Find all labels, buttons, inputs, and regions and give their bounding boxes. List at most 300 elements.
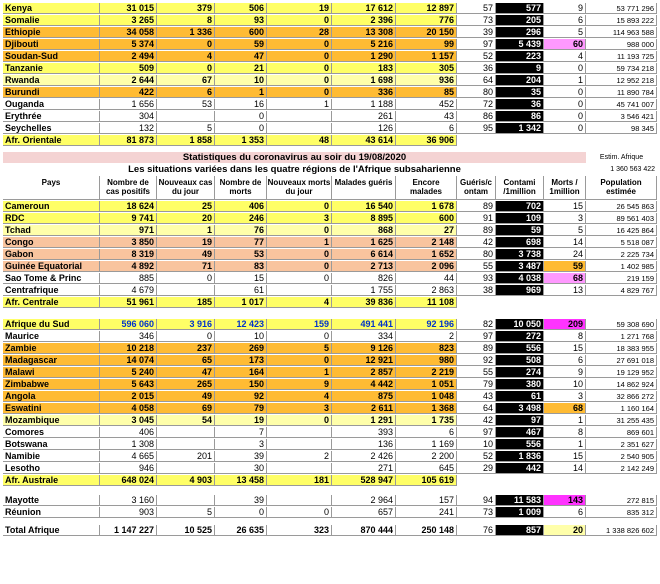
cell-contam: 508 (496, 355, 544, 366)
country-name: Mayotte (3, 495, 100, 506)
cell-gueris: 16 540 (332, 201, 396, 212)
cell-morts: 164 (215, 367, 267, 378)
cell-morts-jour: 0 (267, 249, 332, 260)
cell-cas: 946 (100, 463, 157, 474)
cell-ratio: 42 (457, 237, 496, 248)
country-row (3, 75, 657, 86)
cell-mpm: 15 (544, 343, 586, 354)
cell-mpm: 1 (544, 75, 586, 86)
country-row (3, 15, 657, 26)
cell-cas-jour: 4 903 (157, 475, 215, 486)
cell-malades: 1 735 (396, 415, 457, 426)
cell-mpm: 0 (544, 63, 586, 74)
cell-pop: 2 540 905 (586, 451, 657, 462)
cell-contam: 857 (496, 525, 544, 536)
cell-morts: 1 017 (215, 297, 267, 308)
cell-ratio: 55 (457, 261, 496, 272)
cell-malades: 2 863 (396, 285, 457, 296)
cell-cas-jour: 8 (157, 15, 215, 26)
cell-cas: 971 (100, 225, 157, 236)
country-row (3, 379, 657, 390)
cell-malades: 36 906 (396, 135, 457, 146)
cell-pop: 14 862 924 (586, 379, 657, 390)
country-name: Tchad (3, 225, 100, 236)
cell-gueris: 2 964 (332, 495, 396, 506)
country-row (3, 51, 657, 62)
cell-pop: 1 160 164 (586, 403, 657, 414)
cell-morts: 173 (215, 355, 267, 366)
country-name: Seychelles (3, 123, 100, 134)
cell-gueris: 868 (332, 225, 396, 236)
cell-morts: 506 (215, 3, 267, 14)
cell-gueris: 4 442 (332, 379, 396, 390)
cell-cas-jour: 237 (157, 343, 215, 354)
cell-malades: 44 (396, 273, 457, 284)
cell-pop: 1 338 826 602 (586, 525, 657, 536)
cell-morts-jour: 0 (267, 225, 332, 236)
cell-mpm: 60 (544, 39, 586, 50)
cell-gueris: 1 698 (332, 75, 396, 86)
cell-gueris: 2 396 (332, 15, 396, 26)
cell-gueris: 5 216 (332, 39, 396, 50)
cell-ratio: 64 (457, 403, 496, 414)
cell-pop: 59 308 690 (586, 319, 657, 330)
cell-pop: 15 893 222 (586, 15, 657, 26)
cell-morts-jour (267, 123, 332, 134)
cell-contam: 969 (496, 285, 544, 296)
cell-contam: 35 (496, 87, 544, 98)
cell-morts-jour: 0 (267, 63, 332, 74)
country-name: Angola (3, 391, 100, 402)
cell-gueris: 2 426 (332, 451, 396, 462)
cell-contam: 442 (496, 463, 544, 474)
cell-ratio: 39 (457, 27, 496, 38)
cell-ratio: 89 (457, 225, 496, 236)
cell-mpm: 5 (544, 27, 586, 38)
cell-malades: 1 051 (396, 379, 457, 390)
cell-morts: 13 458 (215, 475, 267, 486)
cell-cas: 1 308 (100, 439, 157, 450)
cell-morts: 15 (215, 273, 267, 284)
cell-pop: 32 866 272 (586, 391, 657, 402)
cell-gueris: 6 614 (332, 249, 396, 260)
cell-pop: 4 829 767 (586, 285, 657, 296)
cell-cas-jour: 20 (157, 213, 215, 224)
cell-ratio: 72 (457, 99, 496, 110)
cell-pop: 59 734 218 (586, 63, 657, 74)
cell-gueris: 271 (332, 463, 396, 474)
country-name: Madagascar (3, 355, 100, 366)
cell-pop: 869 601 (586, 427, 657, 438)
cell-morts-jour: 323 (267, 525, 332, 536)
grand-total-row (3, 525, 657, 536)
country-name: Gabon (3, 249, 100, 260)
cell-cas-jour: 69 (157, 403, 215, 414)
cell-cas-jour (157, 439, 215, 450)
cell-malades: 157 (396, 495, 457, 506)
cell-malades: 600 (396, 213, 457, 224)
cell-mpm: 9 (544, 367, 586, 378)
cell-morts-jour (267, 463, 332, 474)
cell-cas-jour: 54 (157, 415, 215, 426)
country-name: Kenya (3, 3, 100, 14)
cell-cas: 2 644 (100, 75, 157, 86)
region-total-row (3, 475, 657, 486)
estim-value: 1 360 563 422 (610, 166, 655, 173)
cell-malades: 1 169 (396, 439, 457, 450)
cell-ratio: 91 (457, 213, 496, 224)
cell-cas: 81 873 (100, 135, 157, 146)
cell-gueris: 491 441 (332, 319, 396, 330)
country-row (3, 285, 657, 296)
country-name: Comores (3, 427, 100, 438)
cell-mpm: 9 (544, 3, 586, 14)
cell-cas: 3 265 (100, 15, 157, 26)
cell-cas: 5 374 (100, 39, 157, 50)
cell-gueris: 657 (332, 507, 396, 518)
cell-morts: 406 (215, 201, 267, 212)
country-name: Eswatini (3, 403, 100, 414)
cell-cas-jour: 0 (157, 63, 215, 74)
country-row (3, 63, 657, 74)
cell-cas: 31 015 (100, 3, 157, 14)
cell-pop: 3 546 421 (586, 111, 657, 122)
cell-morts-jour: 0 (267, 261, 332, 272)
cell-contam: 9 (496, 63, 544, 74)
cell-gueris: 39 836 (332, 297, 396, 308)
cell-cas: 406 (100, 427, 157, 438)
cell-cas-jour (157, 285, 215, 296)
cell-ratio: 43 (457, 391, 496, 402)
cell-ratio: 52 (457, 51, 496, 62)
subtitle-row (3, 164, 657, 175)
cell-morts: 53 (215, 249, 267, 260)
cell-cas: 132 (100, 123, 157, 134)
cell-malades: 2 200 (396, 451, 457, 462)
cell-ratio: 86 (457, 111, 496, 122)
cell-mpm: 8 (544, 331, 586, 342)
country-name: Centrafrique (3, 285, 100, 296)
cell-ratio: 73 (457, 507, 496, 518)
cell-mpm: 6 (544, 355, 586, 366)
cell-gueris: 528 947 (332, 475, 396, 486)
cell-malades: 43 (396, 111, 457, 122)
cell-cas: 51 961 (100, 297, 157, 308)
cell-ratio: 76 (457, 525, 496, 536)
cell-morts: 83 (215, 261, 267, 272)
cell-morts-jour: 4 (267, 391, 332, 402)
cell-morts: 3 (215, 439, 267, 450)
column-header: Nombre de cas positifs (100, 176, 157, 200)
cell-cas-jour: 1 336 (157, 27, 215, 38)
cell-ratio: 89 (457, 201, 496, 212)
cell-cas-jour: 0 (157, 39, 215, 50)
country-name: Rwanda (3, 75, 100, 86)
cell-ratio: 52 (457, 451, 496, 462)
cell-cas: 4 058 (100, 403, 157, 414)
cell-pop: 114 963 588 (586, 27, 657, 38)
cell-ratio: 42 (457, 415, 496, 426)
cell-morts-jour (267, 285, 332, 296)
cell-mpm: 0 (544, 99, 586, 110)
cell-morts: 246 (215, 213, 267, 224)
cell-mpm: 15 (544, 451, 586, 462)
cell-morts: 77 (215, 237, 267, 248)
cell-malades: 250 148 (396, 525, 457, 536)
cell-malades: 27 (396, 225, 457, 236)
cell-pop: 11 193 725 (586, 51, 657, 62)
cell-pop: 53 771 296 (586, 3, 657, 14)
cell-contam: 556 (496, 439, 544, 450)
country-row (3, 415, 657, 426)
cell-contam: 86 (496, 111, 544, 122)
cell-cas-jour: 0 (157, 331, 215, 342)
cell-malades: 241 (396, 507, 457, 518)
cell-contam: 1 342 (496, 123, 544, 134)
cell-cas-jour: 1 (157, 225, 215, 236)
cell-morts: 0 (215, 111, 267, 122)
cell-gueris: 1 290 (332, 51, 396, 62)
country-name: Maurice (3, 331, 100, 342)
cell-morts: 7 (215, 427, 267, 438)
cell-contam: 577 (496, 3, 544, 14)
cell-gueris: 8 895 (332, 213, 396, 224)
cell-malades: 6 (396, 427, 457, 438)
country-name: Afr. Orientale (3, 135, 100, 146)
cell-morts: 59 (215, 39, 267, 50)
cell-morts-jour: 159 (267, 319, 332, 330)
cell-mpm: 15 (544, 201, 586, 212)
cell-gueris: 12 921 (332, 355, 396, 366)
cell-mpm: 3 (544, 391, 586, 402)
cell-contam: 380 (496, 379, 544, 390)
cell-morts-jour: 1 (267, 99, 332, 110)
country-row (3, 391, 657, 402)
cell-malades: 20 150 (396, 27, 457, 38)
cell-cas-jour: 6 (157, 87, 215, 98)
country-row (3, 331, 657, 342)
cell-pop: 1 402 985 (586, 261, 657, 272)
cell-cas-jour: 19 (157, 237, 215, 248)
cell-gueris: 43 614 (332, 135, 396, 146)
cell-cas-jour (157, 111, 215, 122)
cell-mpm: 6 (544, 507, 586, 518)
cell-gueris: 2 611 (332, 403, 396, 414)
column-header: Contami /1million (496, 176, 544, 200)
cell-morts: 19 (215, 415, 267, 426)
cell-cas-jour: 49 (157, 249, 215, 260)
cell-ratio: 10 (457, 439, 496, 450)
cell-cas: 2 015 (100, 391, 157, 402)
country-row (3, 237, 657, 248)
cell-ratio: 95 (457, 123, 496, 134)
cell-cas-jour: 265 (157, 379, 215, 390)
cell-morts-jour: 0 (267, 39, 332, 50)
cell-morts-jour: 0 (267, 15, 332, 26)
cell-cas: 34 058 (100, 27, 157, 38)
cell-morts-jour (267, 439, 332, 450)
country-row (3, 261, 657, 272)
cell-malades: 645 (396, 463, 457, 474)
cell-ratio: 57 (457, 3, 496, 14)
country-name: Somalie (3, 15, 100, 26)
cell-cas-jour: 5 (157, 507, 215, 518)
cell-malades: 2 148 (396, 237, 457, 248)
cell-malades: 1 368 (396, 403, 457, 414)
cell-pop: 89 561 403 (586, 213, 657, 224)
cell-malades: 92 196 (396, 319, 457, 330)
cell-contam: 59 (496, 225, 544, 236)
country-row (3, 39, 657, 50)
cell-morts-jour (267, 495, 332, 506)
country-name: Total Afrique (3, 525, 100, 536)
cell-ratio: 92 (457, 355, 496, 366)
country-row (3, 27, 657, 38)
cell-cas: 14 074 (100, 355, 157, 366)
cell-pop: 11 890 784 (586, 87, 657, 98)
cell-contam: 274 (496, 367, 544, 378)
cell-malades: 1 157 (396, 51, 457, 62)
cell-cas-jour: 53 (157, 99, 215, 110)
cell-pop: 835 312 (586, 507, 657, 518)
cell-malades: 1 048 (396, 391, 457, 402)
cell-cas: 5 643 (100, 379, 157, 390)
cell-morts-jour (267, 111, 332, 122)
cell-cas: 3 850 (100, 237, 157, 248)
column-header: Nouveaux cas du jour (157, 176, 215, 200)
cell-cas-jour: 65 (157, 355, 215, 366)
cell-pop: 272 815 (586, 495, 657, 506)
cell-morts: 92 (215, 391, 267, 402)
country-row (3, 99, 657, 110)
cell-morts: 12 423 (215, 319, 267, 330)
cell-contam: 702 (496, 201, 544, 212)
cell-cas: 3 160 (100, 495, 157, 506)
cell-cas: 10 218 (100, 343, 157, 354)
cell-gueris: 13 308 (332, 27, 396, 38)
cell-cas: 8 319 (100, 249, 157, 260)
country-row (3, 273, 657, 284)
country-name: Djibouti (3, 39, 100, 50)
cell-cas-jour: 0 (157, 273, 215, 284)
cell-mpm: 1 (544, 439, 586, 450)
cell-morts-jour: 0 (267, 355, 332, 366)
cell-contam: 223 (496, 51, 544, 62)
cell-mpm: 209 (544, 319, 586, 330)
cell-mpm: 59 (544, 261, 586, 272)
cell-contam: 204 (496, 75, 544, 86)
cell-morts-jour: 48 (267, 135, 332, 146)
cell-pop: 988 000 (586, 39, 657, 50)
cell-ratio: 94 (457, 495, 496, 506)
cell-morts: 0 (215, 123, 267, 134)
cell-contam: 36 (496, 99, 544, 110)
country-name: Malawi (3, 367, 100, 378)
country-name: Zambie (3, 343, 100, 354)
sheet-subtitle: Les situations variées dans les quatre régions de l'Afrique subsaharienne (128, 164, 461, 175)
cell-malades: 452 (396, 99, 457, 110)
country-row (3, 507, 657, 518)
cell-contam: 3 738 (496, 249, 544, 260)
cell-contam: 296 (496, 27, 544, 38)
cell-morts: 600 (215, 27, 267, 38)
cell-morts-jour: 4 (267, 297, 332, 308)
cell-contam: 10 050 (496, 319, 544, 330)
cell-ratio: 55 (457, 367, 496, 378)
cell-contam: 5 439 (496, 39, 544, 50)
cell-morts: 26 635 (215, 525, 267, 536)
cell-ratio: 80 (457, 249, 496, 260)
cell-mpm: 13 (544, 285, 586, 296)
country-name: Botswana (3, 439, 100, 450)
cell-gueris: 136 (332, 439, 396, 450)
cell-contam: 11 583 (496, 495, 544, 506)
cell-malades: 823 (396, 343, 457, 354)
country-row (3, 355, 657, 366)
cell-morts: 0 (215, 507, 267, 518)
cell-mpm: 24 (544, 249, 586, 260)
cell-cas: 509 (100, 63, 157, 74)
country-row (3, 111, 657, 122)
cell-gueris: 126 (332, 123, 396, 134)
cell-morts: 1 353 (215, 135, 267, 146)
estim-label: Estim. Afrique (599, 154, 644, 161)
cell-cas-jour: 4 (157, 51, 215, 62)
cell-pop: 19 129 952 (586, 367, 657, 378)
cell-morts-jour (267, 427, 332, 438)
country-name: Cameroun (3, 201, 100, 212)
country-row (3, 3, 657, 14)
cell-cas-jour: 25 (157, 201, 215, 212)
country-row (3, 427, 657, 438)
cell-morts: 16 (215, 99, 267, 110)
cell-ratio: 38 (457, 285, 496, 296)
cell-cas-jour: 185 (157, 297, 215, 308)
cell-mpm: 14 (544, 237, 586, 248)
cell-morts-jour: 0 (267, 201, 332, 212)
column-header: Pays (3, 176, 100, 200)
title-row (3, 152, 657, 163)
column-header: Morts / 1million (544, 176, 586, 200)
cell-ratio: 79 (457, 379, 496, 390)
country-row (3, 439, 657, 450)
cell-cas: 18 624 (100, 201, 157, 212)
cell-morts-jour: 0 (267, 273, 332, 284)
cell-gueris: 1 188 (332, 99, 396, 110)
cell-morts: 93 (215, 15, 267, 26)
country-row (3, 343, 657, 354)
cell-contam: 205 (496, 15, 544, 26)
cell-cas: 346 (100, 331, 157, 342)
cell-gueris: 9 126 (332, 343, 396, 354)
country-name: Afr. Centrale (3, 297, 100, 308)
cell-contam: 3 487 (496, 261, 544, 272)
cell-mpm: 68 (544, 403, 586, 414)
cell-mpm: 1 (544, 415, 586, 426)
cell-mpm: 20 (544, 525, 586, 536)
country-name: Burundi (3, 87, 100, 98)
cell-gueris: 1 625 (332, 237, 396, 248)
cell-malades: 85 (396, 87, 457, 98)
cell-mpm: 0 (544, 87, 586, 98)
cell-malades: 776 (396, 15, 457, 26)
cell-cas: 648 024 (100, 475, 157, 486)
cell-ratio: 97 (457, 427, 496, 438)
column-header: Encore malades (396, 176, 457, 200)
cell-contam: 556 (496, 343, 544, 354)
cell-morts: 10 (215, 75, 267, 86)
cell-contam: 272 (496, 331, 544, 342)
